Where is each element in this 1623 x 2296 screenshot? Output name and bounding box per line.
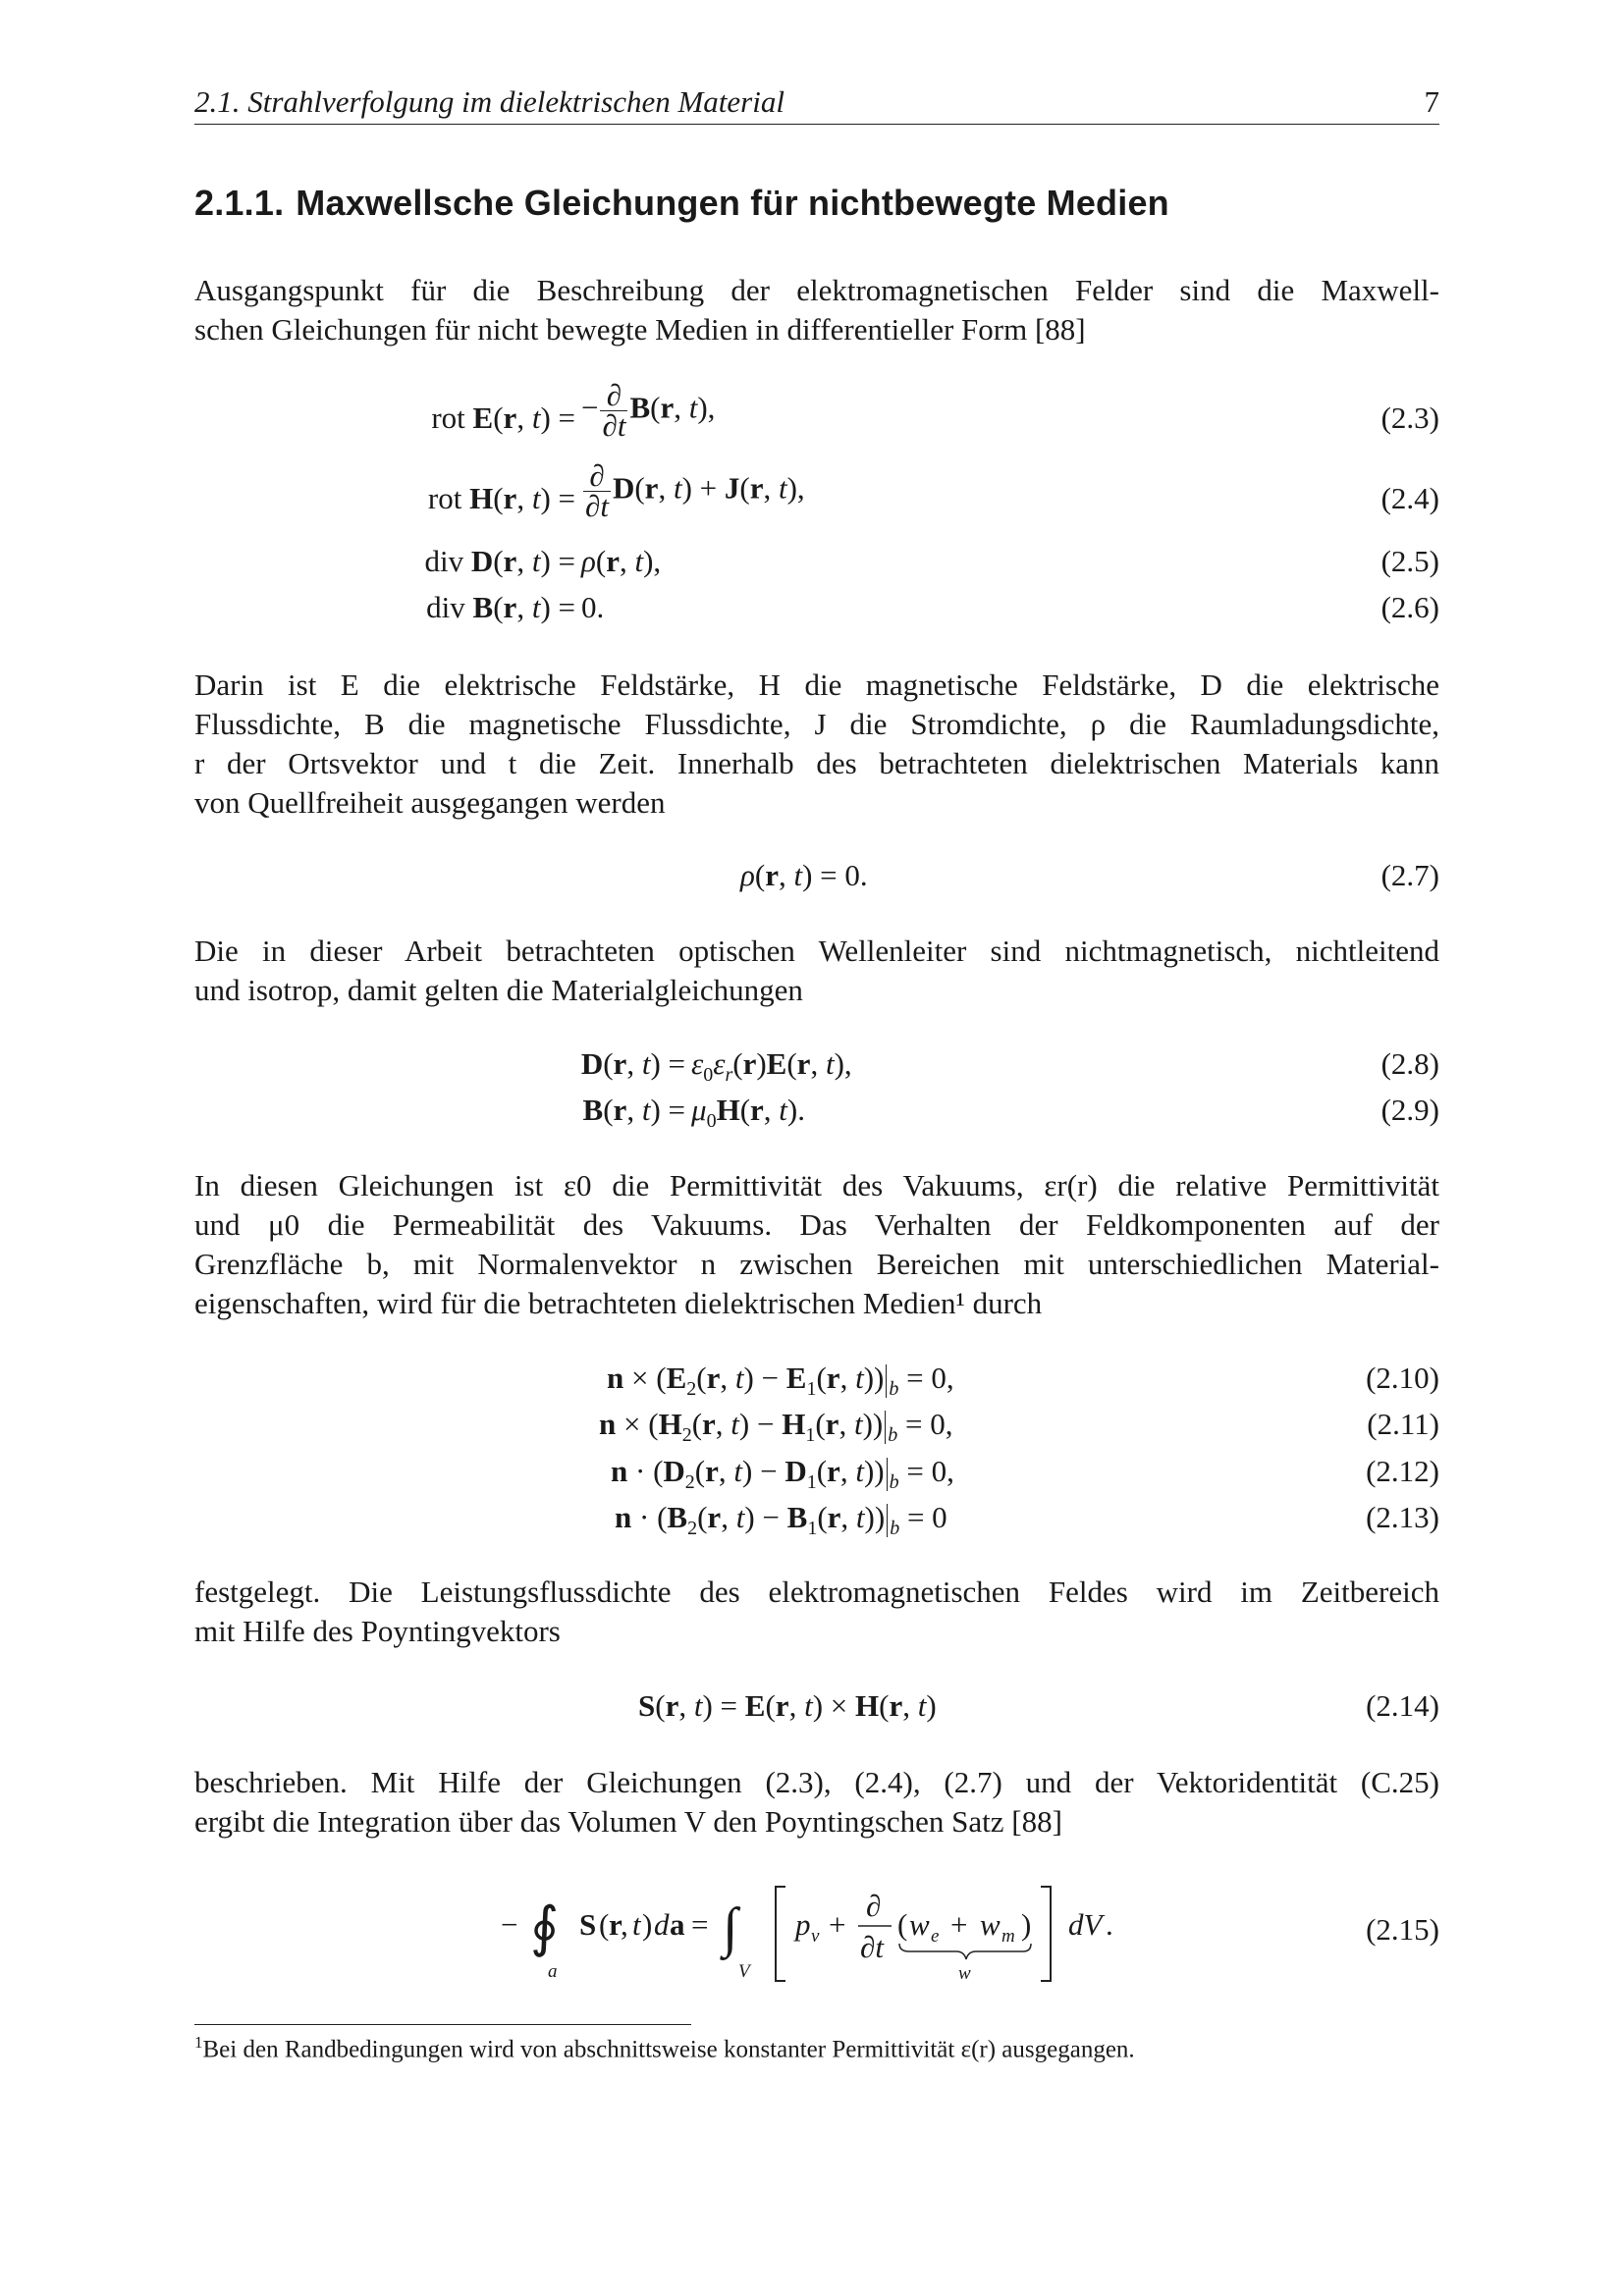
paragraph-line: ergibt die Integration über das Volumen V den Poyntingschen Satz [88] xyxy=(194,1804,1062,1839)
paragraph-line: Ausgangspunkt für die Beschreibung der elektromagnetischen Felder sind die Maxwell- xyxy=(194,273,1439,307)
running-header xyxy=(194,84,1439,125)
svg-text:∫: ∫ xyxy=(723,1897,738,1958)
svg-text:a: a xyxy=(548,1961,558,1982)
paragraph-line: mit Hilfe des Poyntingvektors xyxy=(194,1614,561,1648)
paragraph-line: festgelegt. Die Leistungsflussdichte des elektromagnetischen Feldes wird im Zeitbereich xyxy=(194,1575,1439,1609)
svg-text:r: r xyxy=(609,1907,622,1942)
svg-text:=: = xyxy=(691,1907,709,1942)
equation-2-13: $n \cdot (B_2(r$, $t) - B_1(r$, t)) $_b$ = 0 (2.13) xyxy=(615,1500,1439,1540)
equation-2-8: D(r, t) = $\varepsilon_0\varepsilon_r(r)E(r$, t), (2.8) xyxy=(580,1046,1439,1087)
footnote-marker: 1 xyxy=(194,2033,203,2052)
equation-number: (2.14) xyxy=(1366,1688,1439,1723)
paragraph-intro xyxy=(194,271,1439,349)
svg-text:∂: ∂ xyxy=(866,1889,882,1923)
paragraph-line: Die in dieser Arbeit betrachteten optischen Wellenleiter sind nichtmagnetisch, nichtleitend xyxy=(194,934,1439,968)
equation-2-3: rot E(r, t) = − $\frac{\partial}{\partial t}$ B(r, t), (2.3) xyxy=(431,378,1439,443)
equation-2-12: $n \cdot (D_2(r$, $t) - D_1(r$, t)) $_b$ = 0, (2.12) xyxy=(611,1454,1439,1494)
svg-text:.: . xyxy=(1106,1907,1113,1942)
footnote-rule xyxy=(194,2024,691,2025)
paragraph-poynting-theorem xyxy=(194,1763,1439,1842)
equation-number: (2.10) xyxy=(1366,1361,1439,1395)
equation-2-9: B(r, t) = $\mu_0H(r$, t). (2.9) xyxy=(582,1093,1439,1133)
svg-text:p: p xyxy=(795,1907,811,1942)
equation-number: (2.5) xyxy=(1380,544,1439,578)
equation-2-5: div D(r, t) = ρ(r, t), (2.5) xyxy=(424,544,1439,578)
paragraph-definitions xyxy=(194,666,1439,823)
svg-text:+: + xyxy=(950,1907,968,1942)
paragraph-line: schen Gleichungen für nicht bewegte Medien in differentieller Form [88] xyxy=(194,312,1086,347)
paragraph-line: von Quellfreiheit ausgegangen werden xyxy=(194,785,666,820)
svg-text:w: w xyxy=(980,1907,1001,1942)
poynting-theorem-formula xyxy=(489,1879,1373,1987)
paragraph-line: und μ0 die Permeabilität des Vakuums. Das Verhalten der Feldkomponenten auf der xyxy=(194,1207,1439,1242)
running-title: 2.1. Strahlverfolgung im dielektrischen Material xyxy=(194,84,784,119)
svg-text:−: − xyxy=(501,1907,518,1942)
section-number: 2.1.1. xyxy=(194,183,285,223)
svg-text:(: ( xyxy=(599,1907,610,1942)
svg-text:d: d xyxy=(654,1907,670,1942)
page-number: 7 xyxy=(1424,84,1439,119)
svg-text:e: e xyxy=(931,1926,940,1947)
svg-text:): ) xyxy=(642,1907,653,1942)
svg-text:t: t xyxy=(632,1907,641,1942)
equation-number: (2.6) xyxy=(1380,590,1439,624)
svg-text:w: w xyxy=(909,1907,930,1942)
equation-number: (2.11) xyxy=(1367,1407,1439,1441)
svg-text:a: a xyxy=(670,1907,685,1942)
equation-2-10: $n \times (E_2(r$, $t) - E_1(r$, t)) $_b$ = 0, (2.10) xyxy=(607,1361,1439,1401)
svg-text:v: v xyxy=(811,1926,820,1947)
svg-text:∂t: ∂t xyxy=(860,1930,884,1964)
svg-text:,: , xyxy=(621,1907,628,1942)
svg-text:w: w xyxy=(958,1963,971,1984)
paragraph-material xyxy=(194,932,1439,1010)
svg-text:+: + xyxy=(829,1907,846,1942)
svg-text:V: V xyxy=(738,1961,750,1982)
svg-text:(: ( xyxy=(897,1907,908,1942)
equation-2-6: div B(r, t) = 0. (2.6) xyxy=(426,590,1439,624)
equation-2-11: $n \times (H_2(r$, $t) - H_1(r$, t)) $_b$ = 0, (2.11) xyxy=(599,1407,1439,1447)
footnote xyxy=(194,2033,1135,2063)
equation-number: (2.7) xyxy=(1380,858,1439,892)
paragraph-line: Grenzfläche b, mit Normalenvektor n zwischen Bereichen mit unterschiedlichen Material- xyxy=(194,1247,1439,1281)
paragraph-poynting xyxy=(194,1573,1439,1651)
equation-number: (2.4) xyxy=(1380,481,1439,515)
footnote-text: Bei den Randbedingungen wird von abschnittsweise konstanter Permittivität ε(r) ausgegangen. xyxy=(202,2036,1135,2063)
equation-2-14: S(r, t) = E(r, t) × H(r, t) (2.14) xyxy=(638,1688,1439,1723)
equation-number: (2.12) xyxy=(1366,1454,1439,1488)
svg-text:dV: dV xyxy=(1068,1907,1103,1942)
equation-2-4: rot H(r, t) = $\frac{\partial}{\partial t}$ D(r, t) + J(r, t), (2.4) xyxy=(427,458,1439,523)
section-title: Maxwellsche Gleichungen für nichtbewegte Medien xyxy=(296,183,1169,223)
equation-number: (2.3) xyxy=(1380,400,1439,435)
paragraph-line: beschrieben. Mit Hilfe der Gleichungen (2.3), (2.4), (2.7) und der Vektoridentität (C.25) xyxy=(194,1765,1439,1799)
section-heading xyxy=(194,183,1169,224)
paragraph-line: r der Ortsvektor und t die Zeit. Innerhalb des betrachteten dielektrischen Materials kann xyxy=(194,746,1439,780)
svg-text:∮: ∮ xyxy=(530,1897,560,1958)
paragraph-permittivity xyxy=(194,1166,1439,1323)
paragraph-line: In diesen Gleichungen ist ε0 die Permittivität des Vakuums, εr(r) die relative Permittivität xyxy=(194,1168,1439,1202)
equation-2-7: ρ(r, t) = 0. (2.7) xyxy=(740,858,1439,892)
equation-number: (2.8) xyxy=(1380,1046,1439,1081)
equation-number: (2.15) xyxy=(1366,1912,1439,1947)
svg-text:m: m xyxy=(1001,1926,1015,1947)
equation-number: (2.13) xyxy=(1366,1500,1439,1534)
svg-text:S: S xyxy=(579,1907,597,1942)
paragraph-line: Flussdichte, B die magnetische Flussdichte, J die Stromdichte, ρ die Raumladungsdichte, xyxy=(194,707,1439,741)
paragraph-line: eigenschaften, wird für die betrachteten dielektrischen Medien¹ durch xyxy=(194,1286,1043,1320)
svg-text:): ) xyxy=(1021,1907,1032,1942)
paragraph-line: und isotrop, damit gelten die Materialgleichungen xyxy=(194,973,803,1007)
equation-number: (2.9) xyxy=(1380,1093,1439,1127)
equation-2-15 xyxy=(194,1889,1439,2010)
paragraph-line: Darin ist E die elektrische Feldstärke, H die magnetische Feldstärke, D die elektrische xyxy=(194,667,1439,702)
